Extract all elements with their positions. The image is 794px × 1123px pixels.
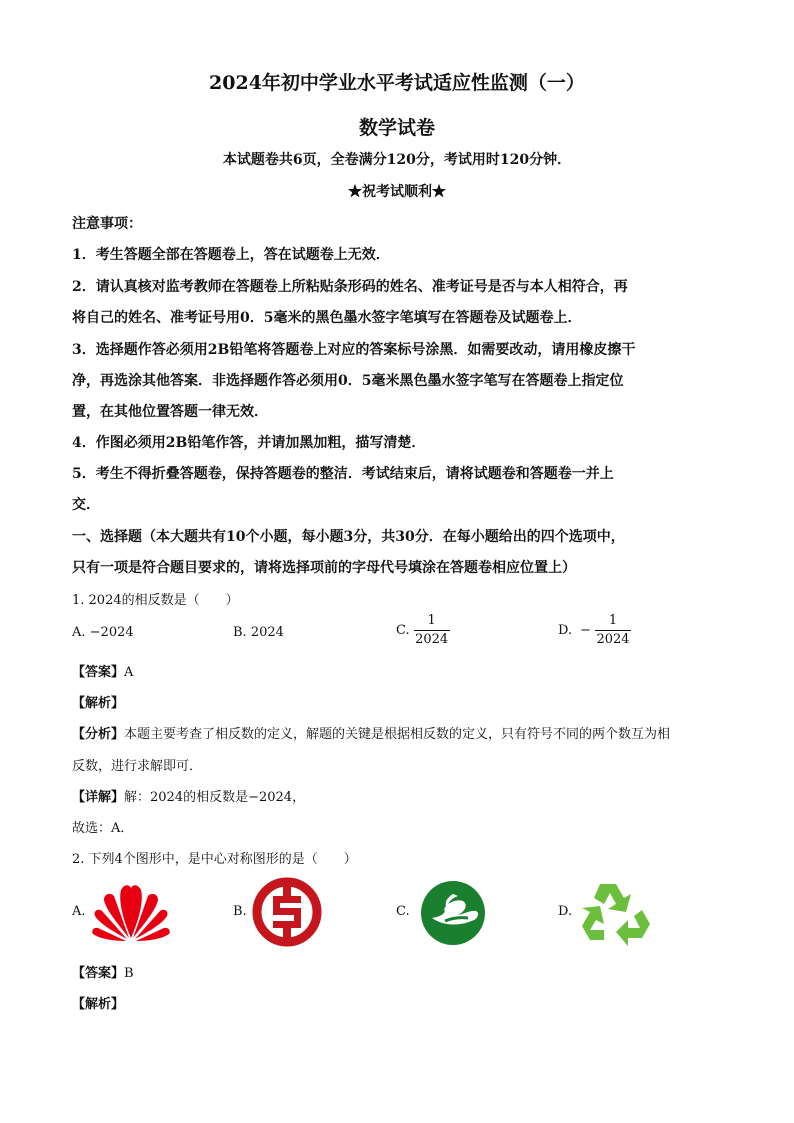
q1-option-c-fraction xyxy=(414,612,450,649)
notice-line: 4．作图必须用2B铅笔作答，并请加黑加粗，描写清楚． xyxy=(72,435,426,451)
fenxi-tag: 【分析】 xyxy=(72,727,125,742)
notice-line: 置，在其他位置答题一律无效． xyxy=(72,404,268,420)
exam-info: 本试题卷共6页，全卷满分120分，考试用时120分钟． xyxy=(222,152,572,168)
fraction-denominator: 2024 xyxy=(596,632,630,647)
section-heading: 一、选择题（本大题共有10个小题，每小题3分，共30分．在每小题给出的四个选项中， xyxy=(72,529,625,545)
xiangjie-text: 解：2024的相反数是−2024， xyxy=(124,790,306,805)
q1-option-d-label: D. xyxy=(558,623,573,638)
notice-line: 3．选择题作答必须用2B铅笔将答题卷上对应的答案标号涂黑．如需要改动，请用橡皮擦干 xyxy=(72,342,636,358)
xiangjie-tag: 【详解】 xyxy=(72,790,125,805)
q1-choice: 故选：A． xyxy=(72,821,134,836)
section-heading-cont: 只有一项是符合题目要求的，请将选择项前的字母代号填涂在答题卷相应位置上） xyxy=(72,560,576,576)
q2-analysis-tag: 【解析】 xyxy=(72,997,125,1012)
q2-answer xyxy=(72,962,134,981)
answer-value: B xyxy=(124,966,134,981)
q1-fenxi-cont: 反数，进行求解即可． xyxy=(72,759,203,774)
q1-option-a: A. −2024 xyxy=(72,625,134,640)
notice-line: 交． xyxy=(72,497,100,513)
exam-subtitle: 数学试卷 xyxy=(358,117,435,139)
answer-tag: 【答案】 xyxy=(72,665,125,680)
fraction-denominator: 2024 xyxy=(415,632,449,647)
q1-stem: 1. 2024的相反数是（ ） xyxy=(72,593,239,608)
q1-option-b: B. 2024 xyxy=(233,625,284,640)
q1-fenxi xyxy=(72,723,670,742)
q1-option-d-sign: − xyxy=(580,623,591,638)
fenxi-text: 本题主要考查了相反数的定义，解题的关键是根据相反数的定义，只有符号不同的两个数互为相 xyxy=(124,727,671,742)
icbc-logo-icon xyxy=(252,877,322,947)
notice-line: 5．考生不得折叠答题卷，保持答题卷的整洁．考试结束后，请将试题卷和答题卷一并上 xyxy=(72,466,614,482)
q1-xiangjie xyxy=(72,786,305,805)
q2-option-d-label: D. xyxy=(558,904,573,919)
answer-value: A xyxy=(124,665,134,680)
q1-answer xyxy=(72,661,133,680)
q2-option-a-label: A. xyxy=(72,904,86,919)
q1-option-c xyxy=(396,612,450,649)
recycle-logo-icon xyxy=(578,876,654,948)
exam-title: 2024年初中学业水平考试适应性监测（一） xyxy=(209,72,585,94)
answer-tag: 【答案】 xyxy=(72,966,125,981)
exam-wish: ★祝考试顺利★ xyxy=(348,184,446,200)
q1-option-c-label: C. xyxy=(396,623,410,638)
notice-line: 1．考生答题全部在答题卷上，答在试题卷上无效． xyxy=(72,247,390,263)
green-circle-logo-icon xyxy=(420,880,486,946)
notice-line: 2．请认真核对监考教师在答题卷上所粘贴条形码的姓名、准考证号是否与本人相符合，再 xyxy=(72,279,628,295)
q2-option-c-label: C. xyxy=(396,904,410,919)
q1-analysis-tag: 【解析】 xyxy=(72,696,125,711)
notice-line: 净，再选涂其他答案．非选择题作答必须用0．5毫米黑色墨水签字笔写在答题卷上指定位 xyxy=(72,373,624,389)
q2-stem: 2. 下列4个图形中，是中心对称图形的是（ ） xyxy=(72,852,357,867)
notice-title: 注意事项： xyxy=(72,216,142,232)
q1-option-d-fraction xyxy=(595,612,631,649)
fraction-numerator: 1 xyxy=(608,613,618,628)
notice-line: 将自己的姓名、准考证号用0．5毫米的黑色墨水签字笔填写在答题卷及试题卷上． xyxy=(72,310,582,326)
fraction-numerator: 1 xyxy=(427,613,436,628)
q1-option-d xyxy=(558,612,631,649)
q2-option-b-label: B. xyxy=(233,904,247,919)
huawei-logo-icon xyxy=(90,880,172,944)
